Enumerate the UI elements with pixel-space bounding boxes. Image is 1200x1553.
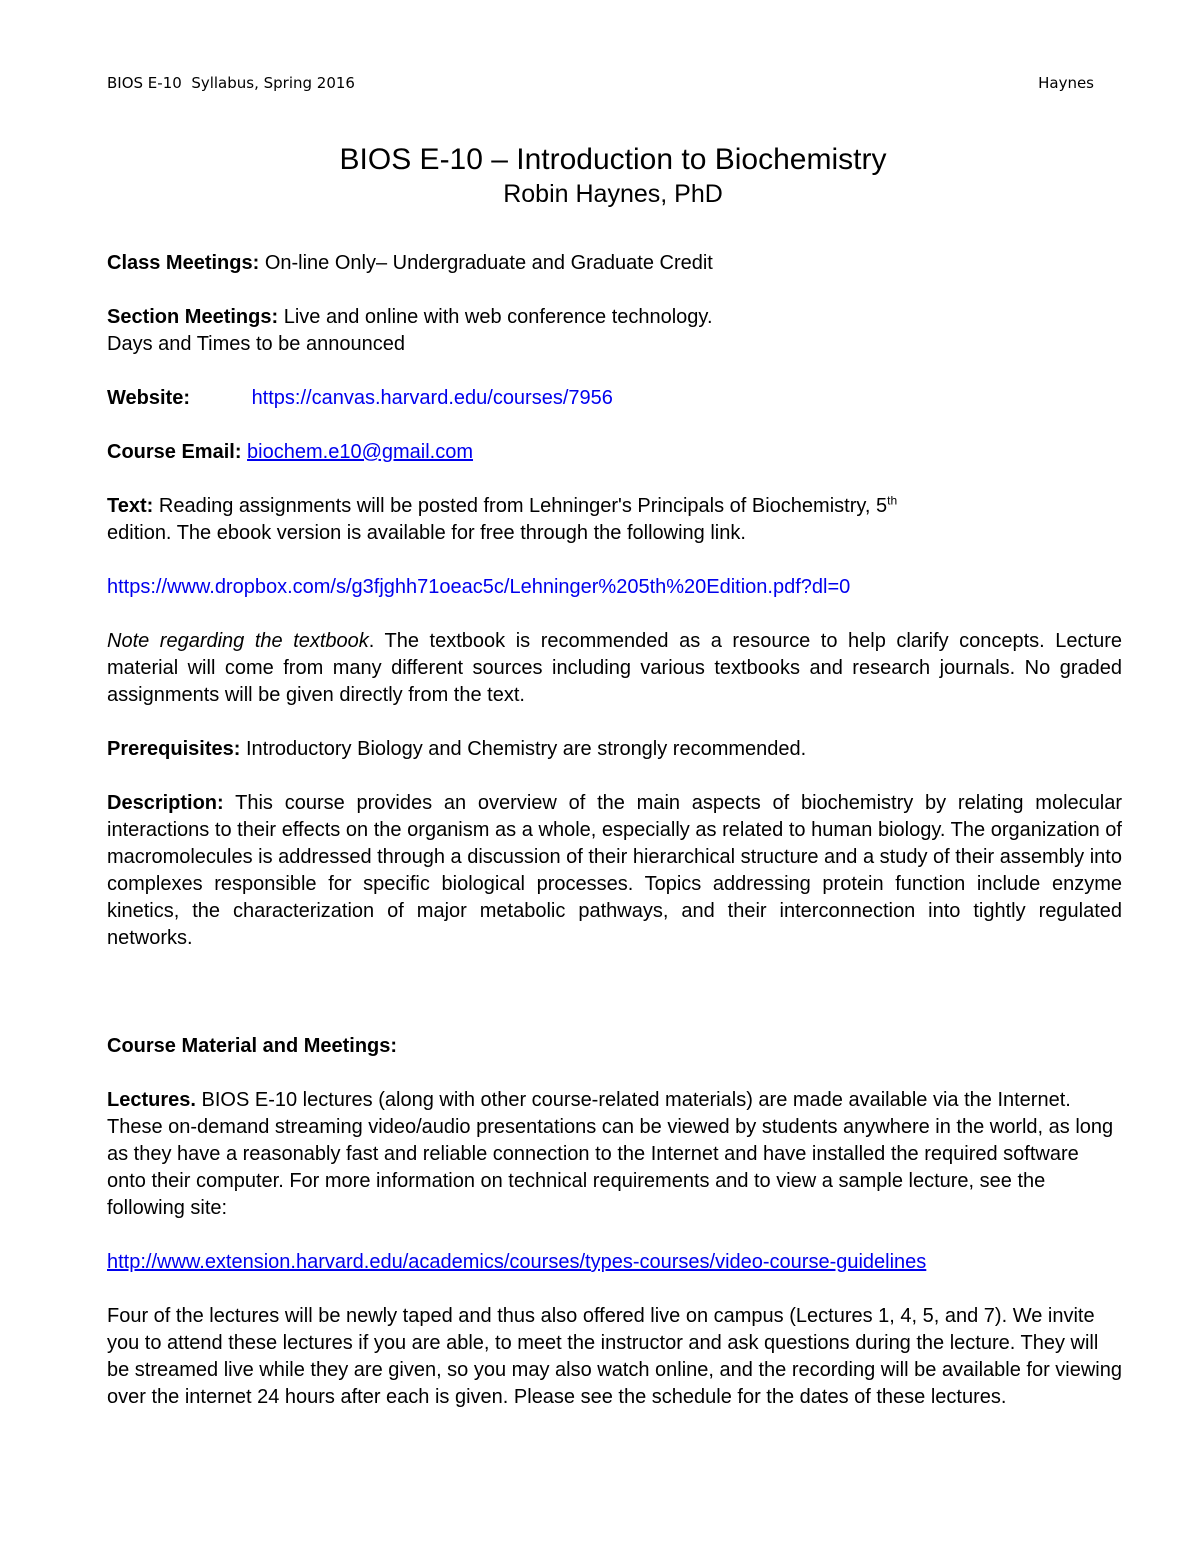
guidelines-link[interactable]: http://www.extension.harvard.edu/academics/courses/types-courses/video-course-guidelines <box>107 1251 927 1273</box>
website-link[interactable]: https://canvas.harvard.edu/courses/7956 <box>251 387 613 409</box>
website-label: Website: <box>107 387 190 409</box>
text-value: Reading assignments will be posted from Lehninger's Principals of Biochemistry, 5 <box>158 495 888 517</box>
guidelines-link-line <box>107 1249 1122 1276</box>
text-ebook-note: edition. The ebook version is available for free through the following link. <box>107 522 746 544</box>
description-value: This course provides an overview of the main aspects of biochemistry by relating molecular interactions to their effects on the organism as a whole, especially as related to human biology. The organization of macromolecules is addressed through a discussion of their hierarchical structure and a study of their assembly into complexes responsible for specific biological processes. Topics addressing protein function include enzyme kinetics, the characterization of major metabolic pathways, and their interconnection into tightly regulated networks. <box>107 792 1123 949</box>
text-edition-sup: th <box>887 493 898 508</box>
section-meetings-schedule: Days and Times to be announced <box>107 333 405 355</box>
lectures-live <box>107 1303 1122 1411</box>
lectures-label: Lectures. <box>107 1089 196 1111</box>
class-meetings-label: Class Meetings: <box>107 252 260 274</box>
section-meetings-value: Live and online with web conference technology. <box>283 306 713 328</box>
page-title: BIOS E-10 – Introduction to Biochemistry <box>339 143 887 176</box>
course-email-link[interactable]: biochem.e10@gmail.com <box>247 441 474 463</box>
syllabus-body <box>107 250 1122 1411</box>
prerequisites-label: Prerequisites: <box>107 738 241 760</box>
course-material-heading <box>107 1033 1122 1060</box>
prerequisites-value: Introductory Biology and Chemistry are strongly recommended. <box>245 738 807 760</box>
title-block <box>0 142 1200 210</box>
ebook-link[interactable]: https://www.dropbox.com/s/g3fjghh71oeac5c/Lehninger%205th%20Edition.pdf?dl=0 <box>107 576 851 598</box>
lectures-value: BIOS E-10 lectures (along with other course-related materials) are made available via the Internet. These on-demand streaming video/audio presentations can be viewed by students anywhere in the world, as long as they have a reasonably fast and reliable connection to the Internet and have installed the required software onto their computer. For more information on technical requirements and to view a sample lecture, see the following site: <box>107 1089 1114 1219</box>
ebook-link-line <box>107 574 1122 601</box>
course-email <box>107 439 1122 466</box>
website <box>107 385 1122 412</box>
section-meetings <box>107 304 1122 358</box>
class-meetings <box>107 250 1122 277</box>
header-left: BIOS E-10 Syllabus, Spring 2016 <box>107 74 355 92</box>
course-material-heading-text: Course Material and Meetings: <box>107 1035 398 1057</box>
textbook-note <box>107 628 1122 709</box>
course-email-label: Course Email: <box>107 441 242 463</box>
text-info <box>107 493 1122 547</box>
section-meetings-label: Section Meetings: <box>107 306 279 328</box>
textbook-note-label: Note regarding the textbook <box>107 630 369 652</box>
prerequisites <box>107 736 1122 763</box>
lectures <box>107 1087 1122 1222</box>
text-label: Text: <box>107 495 154 517</box>
page-header <box>107 74 1094 92</box>
class-meetings-value: On-line Only– Undergraduate and Graduate Credit <box>264 252 713 274</box>
lectures-live-text: Four of the lectures will be newly taped and thus also offered live on campus (Lectures 1, 4, 5, and 7). We invite you to attend these lectures if you are able, to meet the instructor and ask questions during the lecture. They will be streamed live while they are given, so you may also watch online, and the recording will be available for viewing over the internet 24 hours after each is given. Please see the schedule for the dates of these lectures. <box>107 1305 1122 1408</box>
page-subtitle: Robin Haynes, PhD <box>503 180 723 208</box>
description-label: Description: <box>107 792 224 814</box>
textbook-note-value: . The textbook is recommended as a resource to help clarify concepts. Lecture material will come from many different sources including various textbooks and research journals. No graded assignments will be given directly from the text. <box>107 630 1122 706</box>
description <box>107 790 1122 952</box>
header-right: Haynes <box>1038 74 1094 92</box>
